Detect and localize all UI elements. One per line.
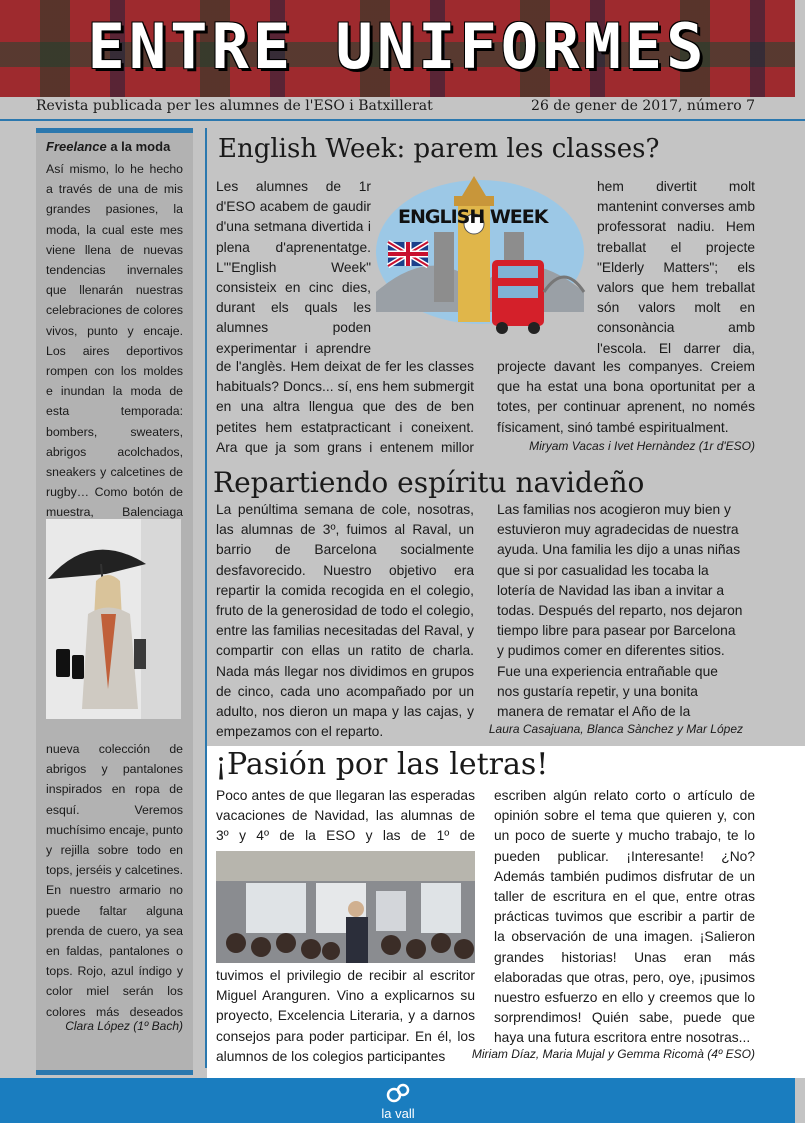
magazine-subtitle: Revista publicada per les alumnes de l'ESO i Batxillerat <box>36 98 433 114</box>
article1-title: English Week: parem les classes? <box>218 134 660 164</box>
la-vall-logo-text: la vall <box>381 1106 415 1121</box>
article1-text-4: projecte davant les companyes. Creiem que ha estat una bona oportunitat per a totes, per continuar aprenent, no només físicament, sinó també espiritualment. <box>497 359 755 435</box>
article3-text-1: Poco antes de que llegaran las esperadas vacaciones de Navidad, las alumnas de 3º y 4º de la ESO y las de 1º de <box>216 788 475 844</box>
fashion-photo <box>46 519 181 719</box>
la-vall-logo <box>378 1082 418 1121</box>
footer-bar <box>0 1078 795 1123</box>
article2-text-2: Las familias nos acogieron muy bien y estuvieron muy agradecidas de nuestra ayuda. Una familia les dijo a unas niñas que si por casualidad les tocaba la lotería de Navidad las iban a invitar a todas. Después del reparto, nos dejaron tiempo libre para pasear por Barcelona y pudimos comer en diferentes sitios. Fue una experiencia entrañable que nos gustaría repetir, y una bonita manera de rematar el Año de la <box>497 502 743 720</box>
article2-author: Laura Casajuana, Blanca Sànchez y Mar López <box>488 722 743 736</box>
article3-author: Miriam Díaz, Maria Mujal y Gemma Ricomà (4º ESO) <box>471 1047 755 1061</box>
sidebar-title-italic: Freelance <box>46 139 107 154</box>
article1-text-1: Les alumnes de 1r d'ESO acabem de gaudir d'una setmana divertida i plena d'aprenentatge. L'"English Week" consisteix en cinc dies, durant els quals les alumnes poden experimentar i aprendre <box>216 179 371 356</box>
article3-text-3: escriben algún relato corto o artículo de opinión sobre el tema que quieren y, con un poco de suerte y mucho trabajo, te lo pueden publicar. ¡Interesante! ¿No? Además también pudimos disfrutar de un taller de escritura en el que, entre otras prácticas tuvimos que escribir a partir de la observación de una imagen. ¡Salieron grandes historias! Unas eran más elaboradas que otras, pero, oye, ¡pusimos nuestro esfuerzo en ello y creemos que lo sorprendimos! Quién sabe, puede que haya una futura escritora entre nosotras... <box>494 788 755 1046</box>
sidebar-paragraph-1: Así mismo, lo he hecho a través de una de mis grandes pasiones, la moda, la cual este mes viene llena de nuevas tendencias invernales que llenarán nuestras celebraciones de colores vivos, punto y encaje. Los aires deportivos rompen con los moldes e inundan la moda de esta temporada: bombers, sweaters, abrigos acolchados, sneakers y calcetines de rugby… Como botón de muestra, Balenciaga <box>46 162 183 519</box>
article1-text-2: hem divertit molt mantenint converses amb professorat nadiu. Hem treballat el projecte "Elderly Matters"; els valors que hem treballat són valors molt en consonància amb l'escola. El darrer dia, <box>597 179 755 356</box>
article2-title: Repartiendo espíritu navideño <box>213 466 645 499</box>
subtitle-bar <box>0 97 805 121</box>
sidebar-fashion-column <box>36 128 193 1075</box>
article3-title: ¡Pasión por las letras! <box>215 747 549 782</box>
masthead-banner <box>0 0 795 97</box>
sidebar-author: Clara López (1º Bach) <box>65 1019 183 1033</box>
article3-text-2: tuvimos el privilegio de recibir al escritor Miguel Aranguren. Vino a explicarnos su proyecto, Excelencia Literaria, y a darnos consejos para poder participar. En él, los alumnos de los colegios participantes <box>216 968 475 1064</box>
english-week-label: ENGLISH WEEK <box>398 206 548 228</box>
magazine-title: ENTRE UNIFORMES <box>87 10 708 83</box>
la-vall-logo-icon <box>378 1082 418 1104</box>
sidebar-title-rest: a la moda <box>110 139 171 154</box>
article2-text-1: La penúltima semana de cole, nosotras, las alumnas de 3º, fuimos al Raval, un barrio de Barcelona socialmente desfavorecido. Nuestro objetivo era repartir la comida recogida en el colegio, fruto de la generosidad de todo el colegio, entre las familias necesitadas del Raval, y compartir con ellas un ratito de charla. Nada más llegar nos dividimos en grupos de cinco, cada uno acompañado por un adulto, nos dieron un mapa y las cajas, y empezamos con el reparto. <box>216 502 474 740</box>
issue-date: 26 de gener de 2017, número 7 <box>531 98 755 114</box>
sidebar-title <box>46 139 170 154</box>
sidebar-paragraph-2: nueva colección de abrigos y pantalones inspirados en ropa de esquí. Veremos muchísimo encaje, punto y rejilla sobre todo en tops, jerséis y calcetines. En nuestro armario no puede faltar alguna prenda de cuero, ya sea en faldas, pantalones o tops. Rojo, azul índigo y color miel serán los colores más deseados <box>46 742 183 1019</box>
english-week-image <box>374 172 586 342</box>
article1-text-3: de l'anglès. Hem deixat de fer les classes habituals? Doncs... sí, ens hem submergit en una altra llengua que des de ben petites hem estatpracticant i coneixent. Ara que ja som grans i entenem millor <box>216 359 474 455</box>
writer-visit-photo <box>216 851 475 963</box>
article1-author: Miryam Vacas i Ivet Hernàndez (1r d'ESO) <box>529 439 755 453</box>
